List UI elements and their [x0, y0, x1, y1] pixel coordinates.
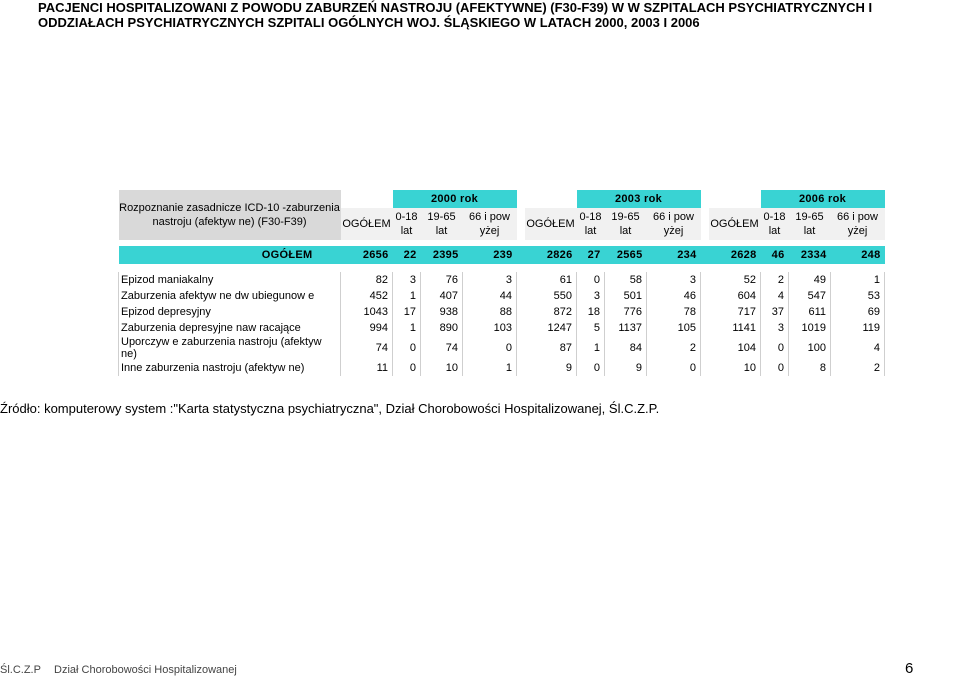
col-header-66-plus: 66 i pow yżej [647, 208, 701, 240]
table-cell: 49 [789, 272, 831, 288]
table-row [119, 304, 885, 320]
table-cell: 994 [341, 320, 393, 336]
year-2003-header: 2003 rok [577, 190, 701, 208]
table-cell: 5 [577, 320, 605, 336]
total-cell: 27 [577, 246, 605, 264]
table-cell: 76 [421, 272, 463, 288]
total-cell: 2628 [709, 246, 761, 264]
table-cell: 61 [525, 272, 577, 288]
col-header-0-18: 0-18 lat [577, 208, 605, 240]
table-cell: 9 [525, 360, 577, 376]
table-cell: 1043 [341, 304, 393, 320]
table-cell: 776 [605, 304, 647, 320]
footer-org: Śl.C.Z.P [0, 664, 41, 676]
data-table [118, 190, 885, 376]
col-header-19-65: 19-65 lat [789, 208, 831, 240]
table-cell: 550 [525, 288, 577, 304]
col-header-total: OGÓŁEM [341, 208, 393, 240]
total-cell: 22 [393, 246, 421, 264]
col-header-total: OGÓŁEM [709, 208, 761, 240]
table-cell: 1 [393, 320, 421, 336]
source-note: Źródło: komputerowy system :"Karta statystyczna psychiatryczna", Dział Chorobowości Hospitalizowanej, Śl.C.Z.P. [0, 401, 660, 416]
col-header-19-65: 19-65 lat [421, 208, 463, 240]
table-cell: 3 [577, 288, 605, 304]
table-cell: 11 [341, 360, 393, 376]
col-header-66-plus: 66 i pow yżej [463, 208, 517, 240]
table-cell: 84 [605, 336, 647, 360]
table-cell: 3 [463, 272, 517, 288]
total-label: OGÓŁEM [119, 246, 341, 264]
table-cell: 87 [525, 336, 577, 360]
year-2006-header: 2006 rok [761, 190, 885, 208]
table-cell: 0 [761, 360, 789, 376]
table-cell: 17 [393, 304, 421, 320]
table-cell: 3 [393, 272, 421, 288]
table-cell: 452 [341, 288, 393, 304]
table-cell: 105 [647, 320, 701, 336]
table-cell: 10 [709, 360, 761, 376]
total-row [119, 246, 885, 264]
page-number: 6 [905, 660, 914, 677]
table-cell: 46 [647, 288, 701, 304]
table-cell: 1 [393, 288, 421, 304]
total-cell: 234 [647, 246, 701, 264]
row-label: Zaburzenia afektyw ne dw ubiegunow e [119, 288, 341, 304]
table-cell: 82 [341, 272, 393, 288]
table-cell: 18 [577, 304, 605, 320]
table-cell: 8 [789, 360, 831, 376]
table-cell: 1 [831, 272, 885, 288]
table-cell: 4 [831, 336, 885, 360]
table-cell: 0 [577, 360, 605, 376]
table-row [119, 360, 885, 376]
footer-dept: Dział Chorobowości Hospitalizowanej [54, 664, 237, 676]
table-cell: 2 [647, 336, 701, 360]
table-cell: 2 [761, 272, 789, 288]
table-cell: 0 [393, 360, 421, 376]
table-row [119, 272, 885, 288]
col-header-19-65: 19-65 lat [605, 208, 647, 240]
table-cell: 0 [393, 336, 421, 360]
table-cell: 78 [647, 304, 701, 320]
table-cell: 2 [831, 360, 885, 376]
table-cell: 0 [761, 336, 789, 360]
table-cell: 604 [709, 288, 761, 304]
table-cell: 872 [525, 304, 577, 320]
data-table-container [118, 190, 885, 376]
footer [0, 664, 247, 676]
col-header-66-plus: 66 i pow yżej [831, 208, 885, 240]
table-cell: 10 [421, 360, 463, 376]
page-title: PACJENCI HOSPITALIZOWANI Z POWODU ZABURZEŃ NASTROJU (AFEKTYWNE) (F30-F39) W W SZPITALACH PSYCHIATRYCZNYCH I ODDZIAŁACH PSYCHIATRYCZNYCH SZPITALI OGÓLNYCH WOJ. ŚLĄSKIEGO W LATACH 2000, 2003 I 2006 [38, 0, 873, 30]
table-cell: 501 [605, 288, 647, 304]
table-cell: 938 [421, 304, 463, 320]
table-cell: 0 [463, 336, 517, 360]
table-cell: 74 [421, 336, 463, 360]
col-header-0-18: 0-18 lat [393, 208, 421, 240]
row-header-cell: Rozpoznanie zasadnicze ICD-10 -zaburzenia nastroju (afektyw ne) (F30-F39) [119, 190, 341, 240]
table-cell: 119 [831, 320, 885, 336]
table-cell: 9 [605, 360, 647, 376]
total-cell: 2334 [789, 246, 831, 264]
year-2000-header: 2000 rok [393, 190, 517, 208]
table-cell: 58 [605, 272, 647, 288]
table-cell: 1019 [789, 320, 831, 336]
table-cell: 3 [647, 272, 701, 288]
table-row [119, 320, 885, 336]
table-cell: 1137 [605, 320, 647, 336]
total-cell: 2826 [525, 246, 577, 264]
row-label: Inne zaburzenia nastroju (afektyw ne) [119, 360, 341, 376]
table-cell: 88 [463, 304, 517, 320]
table-cell: 100 [789, 336, 831, 360]
table-cell: 1141 [709, 320, 761, 336]
table-cell: 1 [577, 336, 605, 360]
year-header-row [119, 190, 885, 208]
table-cell: 1 [463, 360, 517, 376]
table-cell: 4 [761, 288, 789, 304]
table-cell: 104 [709, 336, 761, 360]
table-cell: 74 [341, 336, 393, 360]
table-row [119, 336, 885, 360]
table-cell: 53 [831, 288, 885, 304]
table-cell: 0 [577, 272, 605, 288]
table-cell: 69 [831, 304, 885, 320]
table-cell: 37 [761, 304, 789, 320]
total-cell: 2395 [421, 246, 463, 264]
table-cell: 890 [421, 320, 463, 336]
table-cell: 103 [463, 320, 517, 336]
row-label: Zaburzenia depresyjne naw racające [119, 320, 341, 336]
table-cell: 547 [789, 288, 831, 304]
table-cell: 717 [709, 304, 761, 320]
col-header-total: OGÓŁEM [525, 208, 577, 240]
table-cell: 3 [761, 320, 789, 336]
total-cell: 2565 [605, 246, 647, 264]
total-cell: 239 [463, 246, 517, 264]
total-cell: 248 [831, 246, 885, 264]
table-cell: 52 [709, 272, 761, 288]
table-cell: 611 [789, 304, 831, 320]
table-cell: 407 [421, 288, 463, 304]
data-rows [119, 272, 885, 376]
row-label: Epizod depresyjny [119, 304, 341, 320]
row-label: Epizod maniakalny [119, 272, 341, 288]
table-cell: 1247 [525, 320, 577, 336]
total-cell: 46 [761, 246, 789, 264]
col-header-0-18: 0-18 lat [761, 208, 789, 240]
table-row [119, 288, 885, 304]
row-label: Uporczyw e zaburzenia nastroju (afektyw ne) [119, 336, 341, 360]
table-cell: 0 [647, 360, 701, 376]
table-cell: 44 [463, 288, 517, 304]
total-cell: 2656 [341, 246, 393, 264]
